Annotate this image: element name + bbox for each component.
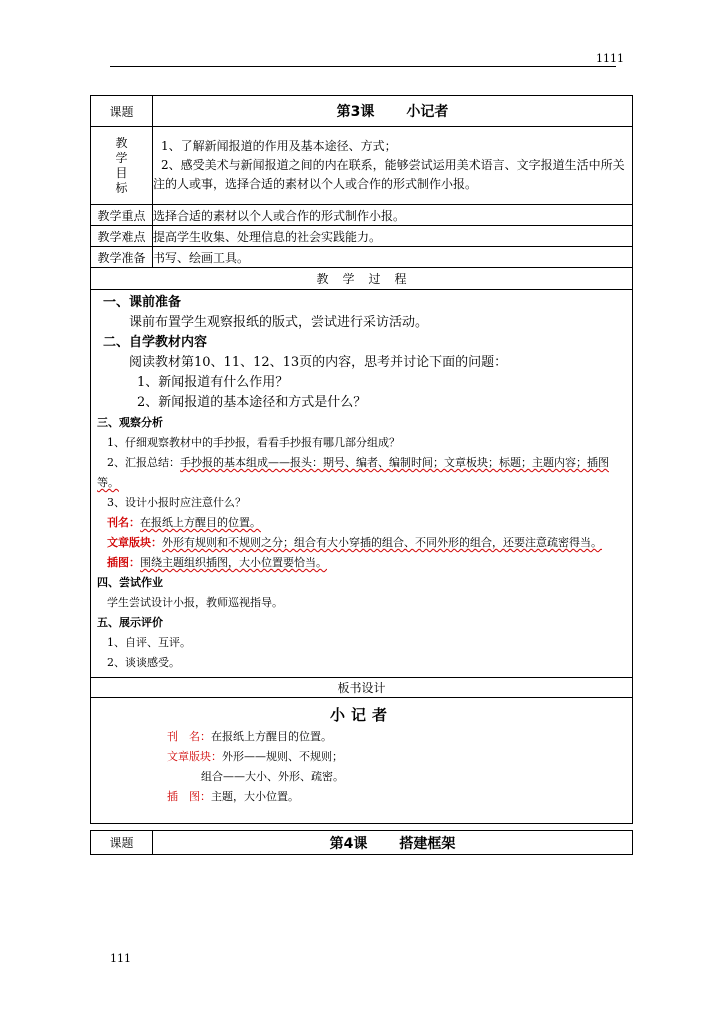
board-header: 板书设计: [91, 678, 633, 698]
section-1-text: 课前布置学生观察报纸的版式，尝试进行采访活动。: [129, 315, 429, 330]
goals-text: [153, 127, 633, 205]
header-page-number: 1111: [596, 52, 624, 65]
section-2-title: 二、自学教材内容: [103, 335, 208, 350]
board-row: [91, 698, 633, 824]
lesson4-topic-row: [91, 831, 633, 855]
prep-label: 教学准备: [91, 247, 153, 268]
topic-label: 课题: [91, 96, 153, 127]
prep-row: [91, 247, 633, 268]
section-5-item-1: 1、自评、互评。: [107, 636, 191, 649]
footer-page-number: 111: [110, 952, 131, 965]
board-line-2: 文章版块：外形——规则、不规则；: [167, 750, 343, 763]
section-5-title: 五、展示评价: [97, 616, 163, 629]
section-3-item-3: 3、设计小报时应注意什么？: [107, 496, 246, 509]
focus-row: [91, 205, 633, 226]
section-1-title: 一、课前准备: [103, 295, 182, 310]
focus-label: 教学重点: [91, 205, 153, 226]
board-line-4: 插 图：主题，大小位置。: [167, 790, 299, 803]
topic-row: [91, 96, 633, 127]
process-content: [91, 290, 633, 678]
lesson4-number: 第4课: [329, 835, 368, 852]
goals-row: [91, 127, 633, 205]
lesson3-table: [90, 95, 633, 824]
process-header: 教学过程: [91, 268, 633, 290]
section-3-item-1: 1、仔细观察教材中的手抄报，看看手抄报有哪几部分组成？: [107, 436, 400, 449]
goal-item: 1、了解新闻报道的作用及基本途径、方式；: [161, 139, 397, 153]
section-4-title: 四、尝试作业: [97, 576, 163, 589]
chatu-line: 插图：围绕主题组织插图，大小位置要恰当。: [107, 556, 327, 569]
board-title: 小记者: [329, 706, 393, 724]
goal-item: 2、感受美术与新闻报道之间的内在联系，能够尝试运用美术语言、文字报道生活中所关注的人或事，选择合适的素材以个人或合作的形式制作小报。: [153, 158, 625, 191]
difficulty-label: 教学难点: [91, 226, 153, 247]
lesson4-table: [90, 830, 633, 855]
lesson4-topic-label: 课题: [91, 831, 153, 855]
section-3-title: 三、观察分析: [97, 416, 163, 429]
section-4-text: 学生尝试设计小报，教师巡视指导。: [107, 596, 283, 609]
section-2-question-1: 1、新闻报道有什么作用？: [137, 375, 289, 390]
difficulty-row: [91, 226, 633, 247]
board-content: [91, 698, 633, 824]
board-line-1: 刊 名：在报纸上方醒目的位置。: [167, 730, 332, 743]
goals-label: 教 学 目 标: [91, 127, 153, 205]
section-2-question-2: 2、新闻报道的基本途径和方式是什么？: [137, 395, 367, 410]
difficulty-text: 提高学生收集、处理信息的社会实践能力。: [153, 226, 633, 247]
lesson-name: 小记者: [406, 104, 449, 120]
focus-text: 选择合适的素材以个人或合作的形式制作小报。: [153, 205, 633, 226]
prep-text: 书写、绘画工具。: [153, 247, 633, 268]
process-row: [91, 290, 633, 678]
section-5-item-2: 2、谈谈感受。: [107, 656, 180, 669]
header-rule: [110, 66, 616, 67]
kan-ming-line: 刊名：在报纸上方醒目的位置。: [107, 516, 261, 529]
lesson-title: [153, 96, 633, 127]
section-2-text: 阅读教材第10、11、12、13页的内容，思考并讨论下面的问题：: [129, 355, 508, 370]
lesson-number: 第3课: [336, 104, 375, 120]
process-header-row: [91, 268, 633, 290]
board-line-3: 组合——大小、外形、疏密。: [201, 770, 344, 783]
board-header-row: [91, 678, 633, 698]
section-3-item-2: 2、汇报总结：手抄报的基本组成——报头：期号、编者、编制时间；文章板块；标题；主题内容；插图等。: [97, 456, 609, 489]
wenzhang-bankuai-line: 文章版块：外形有规则和不规则之分；组合有大小穿插的组合、不同外形的组合，还要注意疏密得当。: [107, 536, 602, 549]
lesson4-title: [153, 831, 633, 855]
lesson4-name: 搭建框架: [399, 835, 456, 852]
